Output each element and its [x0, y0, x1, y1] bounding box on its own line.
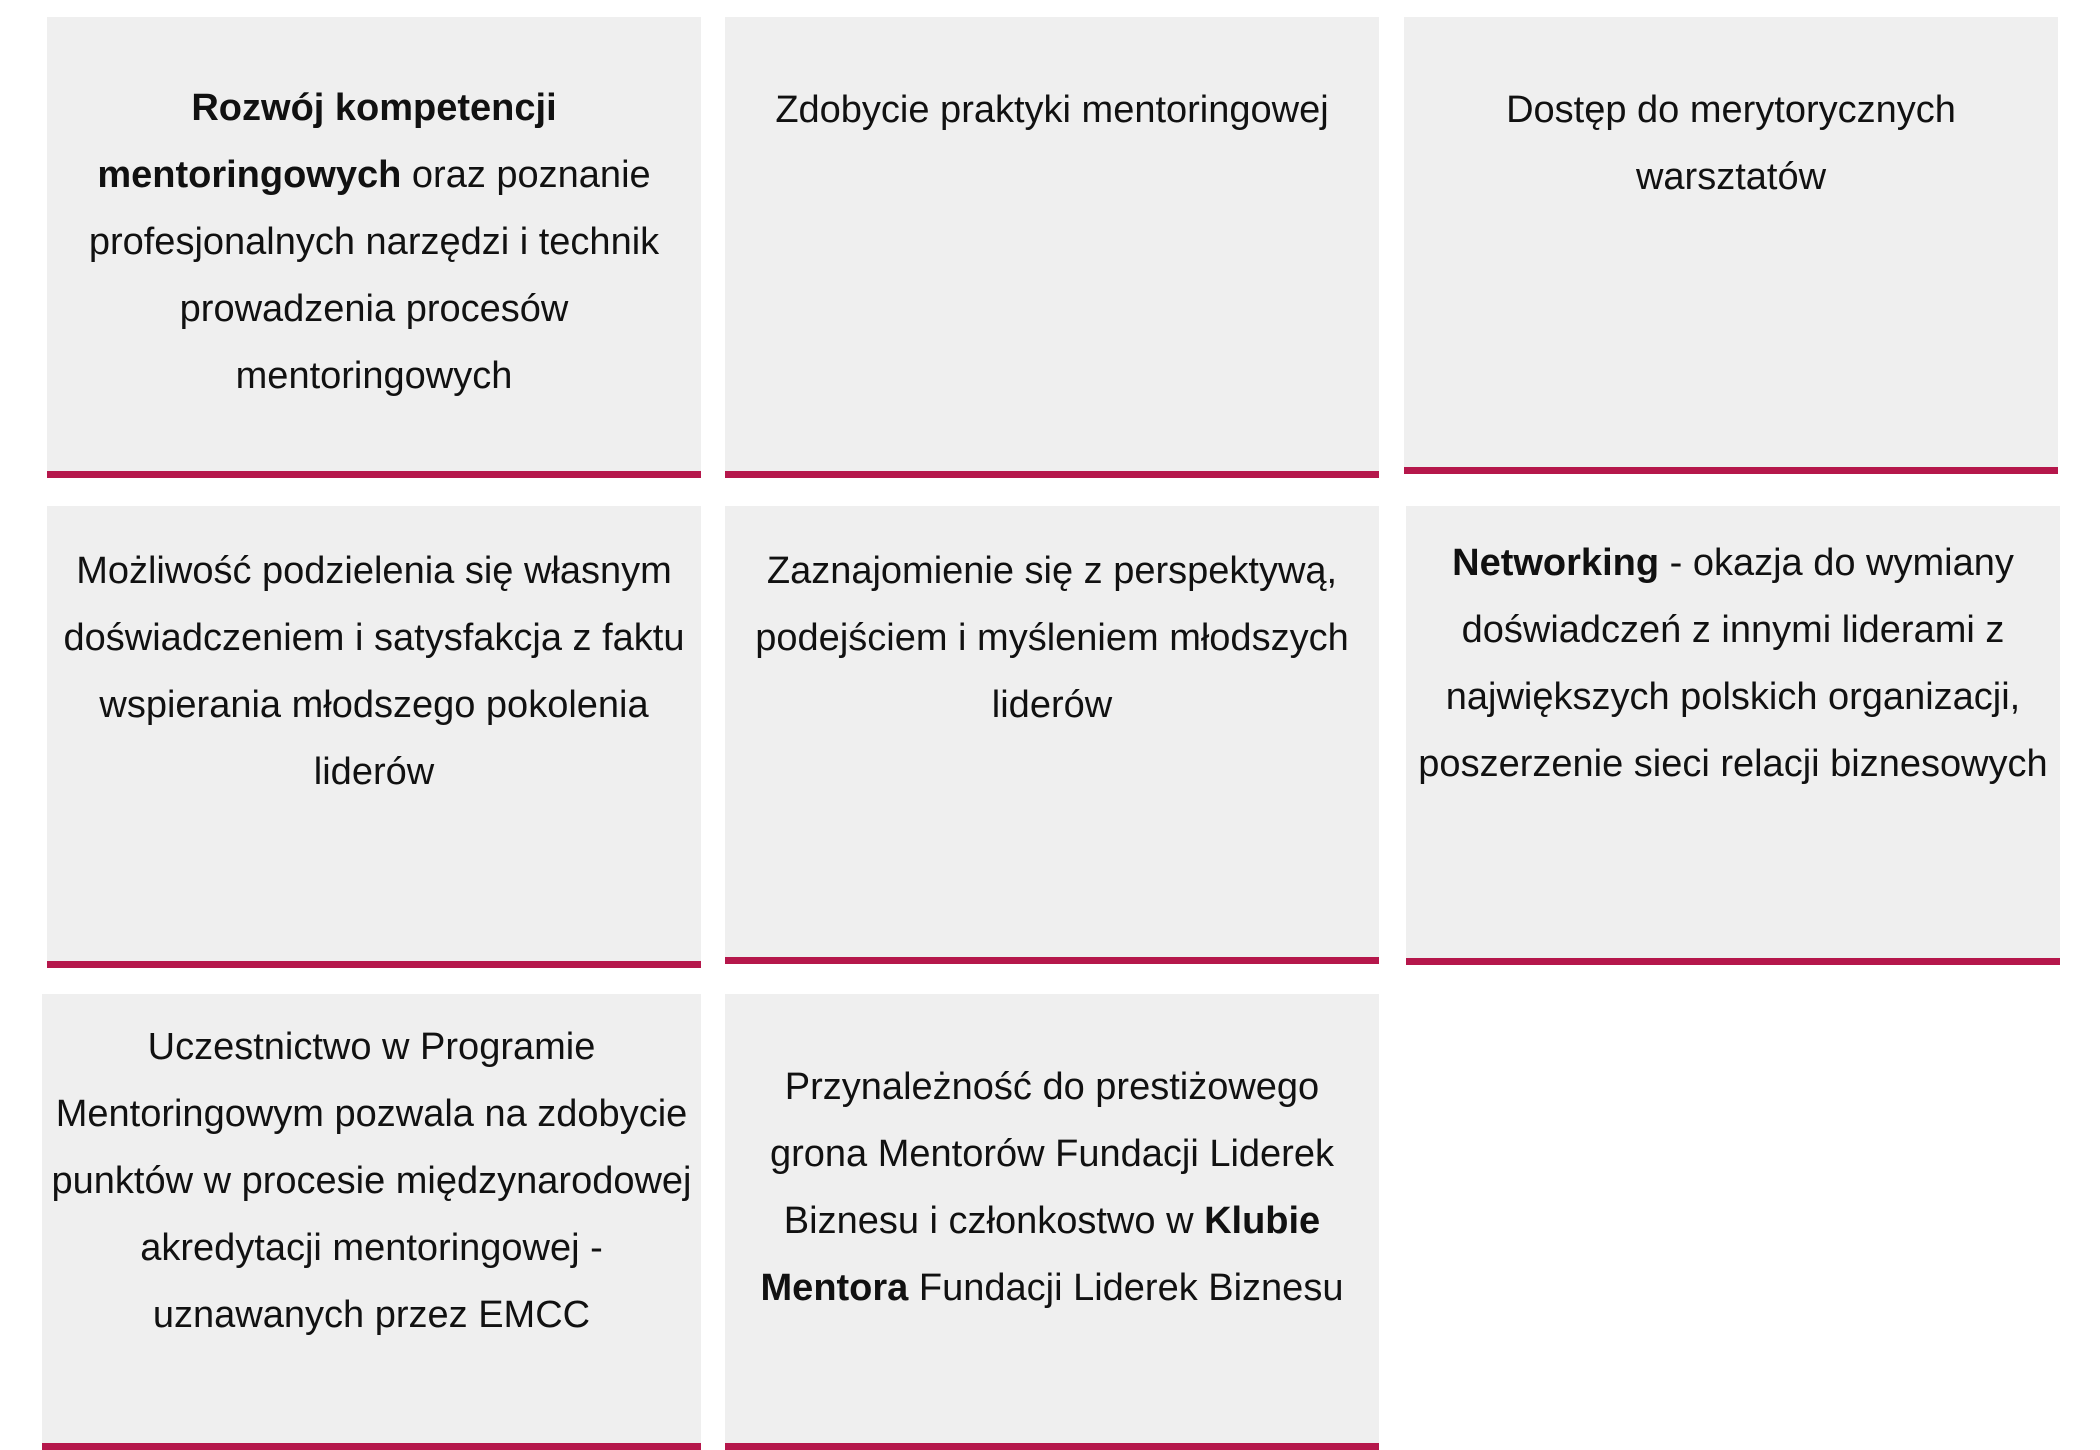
- card-accent-bar: [725, 957, 1379, 964]
- benefit-card-plain-text: - okazja do wymiany doświadczeń z innymi liderami z największych polskich organizacji, poszerzenie sieci relacji biznesowych: [1418, 542, 2048, 785]
- benefit-card-bold-text: Rozwój kompetencji mentoringowych: [97, 87, 557, 196]
- benefit-card-mentor-club: [725, 994, 1379, 1450]
- benefit-card-emcc-accreditation: [42, 994, 701, 1450]
- benefit-card-text: [57, 75, 691, 410]
- benefit-card-text: [735, 538, 1369, 739]
- card-accent-bar: [47, 961, 701, 968]
- benefit-card-plain-text: Dostęp do merytorycznych warsztatów: [1506, 89, 1956, 198]
- benefit-card-plain-text: Fundacji Liderek Biznesu: [908, 1267, 1344, 1309]
- benefit-card-plain-text: Przynależność do prestiżowego grona Mentorów Fundacji Liderek Biznesu i członkostwo w: [770, 1066, 1334, 1242]
- benefit-card-bold-text: Networking: [1452, 542, 1660, 584]
- card-accent-bar: [47, 471, 701, 478]
- benefit-card-text: [1414, 77, 2048, 211]
- benefit-card-sharing-experience: [47, 506, 701, 968]
- benefit-card-bold-text: Klubie Mentora: [760, 1200, 1321, 1309]
- benefit-card-plain-text: Zaznajomienie się z perspektywą, podejściem i myśleniem młodszych liderów: [755, 550, 1349, 726]
- benefit-card-workshops: [1404, 17, 2058, 474]
- benefit-card-text: [57, 538, 691, 806]
- benefit-card-text: [48, 1014, 695, 1349]
- benefit-card-plain-text: oraz poznanie profesjonalnych narzędzi i technik prowadzenia procesów mentoringowych: [88, 154, 660, 397]
- card-accent-bar: [1404, 467, 2058, 474]
- card-accent-bar: [42, 1443, 701, 1450]
- benefit-card-plain-text: Zdobycie praktyki mentoringowej: [775, 89, 1329, 131]
- benefit-card-plain-text: Uczestnictwo w Programie Mentoringowym pozwala na zdobycie punktów w procesie międzynarodowej akredytacji mentoringowej - uznawanych przez EMCC: [51, 1026, 692, 1336]
- benefit-card-text: [735, 1054, 1369, 1322]
- card-accent-bar: [725, 1443, 1379, 1450]
- card-accent-bar: [725, 471, 1379, 478]
- card-accent-bar: [1406, 958, 2060, 965]
- benefit-card-text: [1416, 530, 2050, 798]
- benefit-card-mentoring-competencies: [47, 17, 701, 478]
- benefit-card-text: [735, 77, 1369, 144]
- benefit-card-young-leaders-perspective: [725, 506, 1379, 964]
- benefit-card-plain-text: Możliwość podzielenia się własnym doświadczeniem i satysfakcja z faktu wspierania młodszego pokolenia liderów: [63, 550, 685, 793]
- benefit-card-mentoring-practice: [725, 17, 1379, 478]
- benefit-card-networking: [1406, 506, 2060, 965]
